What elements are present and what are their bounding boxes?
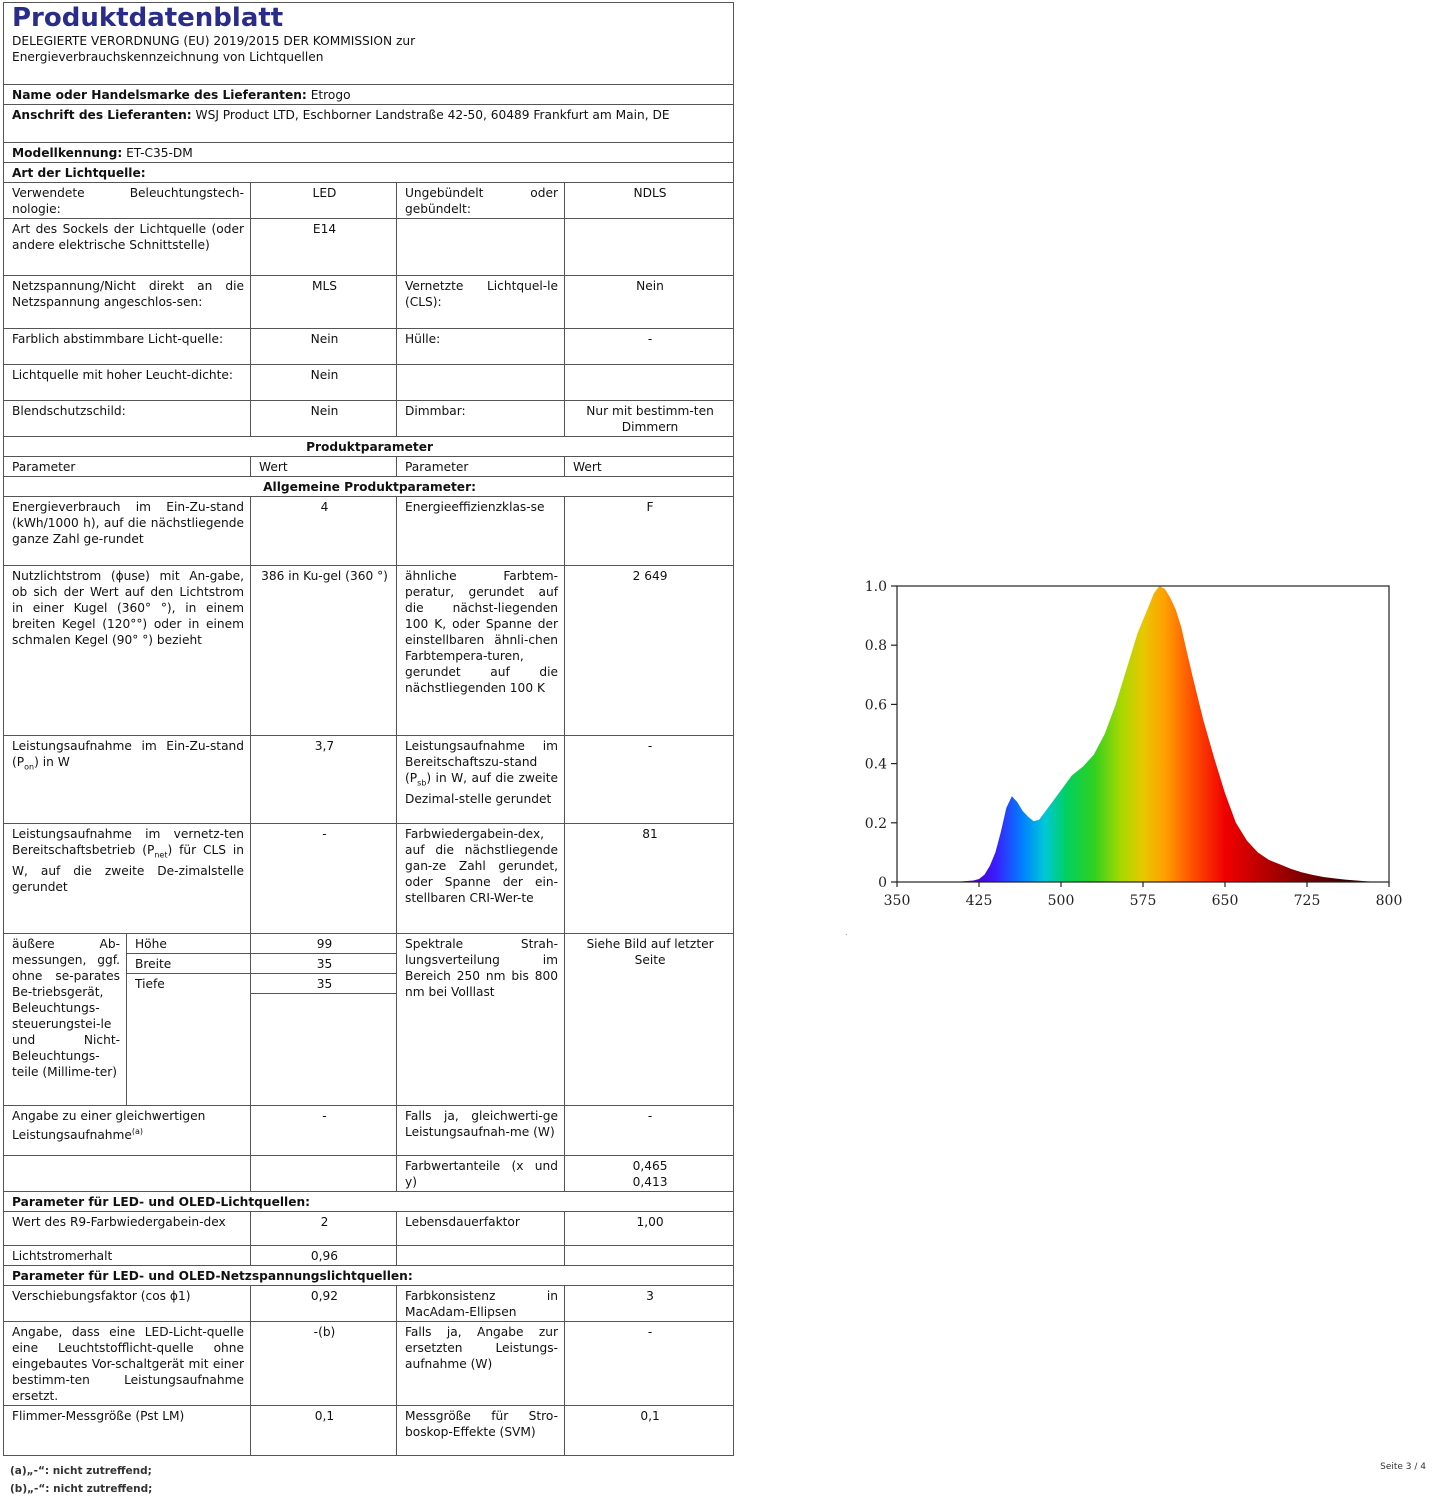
- y-tick-label: 0.6: [864, 697, 887, 714]
- gp-param: Farbwiedergabein-dex, auf die nächstliegende gan-ze Zahl gerundet, oder Spanne der ein-stellbaren CRI-Wer-te: [397, 824, 565, 934]
- lt-value: MLS: [251, 276, 397, 329]
- power-on-sub: on: [24, 762, 35, 772]
- x-tick-label: 425: [965, 893, 993, 909]
- lt-value: NDLS: [565, 183, 734, 219]
- lt-param: Ungebündelt oder gebündelt:: [397, 183, 565, 219]
- led-value: [565, 1246, 734, 1266]
- mains-value: 0,1: [565, 1406, 734, 1456]
- gp-param: Spektrale Strah-lungsverteilung im Bereich 250 nm bis 800 nm bei Volllast: [397, 934, 565, 1106]
- spectrum-area: [897, 586, 1378, 882]
- power-on-unit: ) in W: [34, 755, 70, 769]
- page-title: Produktdatenblatt: [12, 3, 284, 33]
- power-net-text: Leistungsaufnahme im vernetz-ten Bereitschaftsbetrieb (P: [12, 827, 244, 857]
- general-heading: Allgemeine Produktparameter:: [4, 477, 734, 497]
- x-tick-label: 800: [1375, 893, 1403, 909]
- gp-value: F: [565, 497, 734, 566]
- dim-value: 99: [251, 934, 397, 954]
- lt-value: [565, 219, 734, 276]
- page-number: Seite 3 / 4: [1380, 1462, 1426, 1472]
- mains-value: 0,1: [251, 1406, 397, 1456]
- gp-param: Nutzlichtstrom (ɸuse) mit An-gabe, ob sich der Wert auf den Lichtstrom in einer Kugel (360° °), in einem breiten Kegel (120°°) oder in einem schmalen Kegel (90° °) bezieht: [4, 566, 251, 736]
- mains-param: Angabe, dass eine LED-Licht-quelle eine Leuchtstofflicht-quelle ohne eingebautes Vor-schaltgerät mit einer bestimm-ten Leistungsaufnahme ersetzt.: [4, 1322, 251, 1406]
- lt-param: Verwendete Beleuchtungstech-nologie:: [4, 183, 251, 219]
- lt-param: Netzspannung/Nicht direkt an die Netzspannung angeschlos-sen:: [4, 276, 251, 329]
- led-param: Wert des R9-Farbwiedergabein-dex: [4, 1212, 251, 1246]
- gp-value: -: [565, 1106, 734, 1156]
- datasheet-table: [3, 2, 734, 1456]
- dims-label: äußere Ab-messungen, ggf. ohne se-parates Be-triebsgerät, Beleuchtungs-steuerungstei-le und Nicht-Beleuchtungs-teile (Millime-ter): [4, 934, 127, 1106]
- lt-value: Nein: [251, 401, 397, 437]
- gp-param: ähnliche Farbtem-peratur, gerundet auf die nächst-liegenden 100 K, oder Spanne der einstellbaren ähnli-chen Farbtempera-turen, gerundet auf die nächstliegenden 100 K: [397, 566, 565, 736]
- mains-param: Verschiebungsfaktor (cos ɸ1): [4, 1286, 251, 1322]
- gp-value: [565, 1156, 734, 1192]
- chroma-x: 0,465: [632, 1159, 668, 1173]
- x-tick-label: 500: [1047, 893, 1075, 909]
- col-header: Wert: [565, 457, 734, 477]
- mains-value: -: [565, 1322, 734, 1406]
- lt-value: Nein: [251, 365, 397, 401]
- datasheet: [3, 2, 733, 1456]
- gp-param: Farbwertanteile (x und y): [397, 1156, 565, 1192]
- lt-value: -: [565, 329, 734, 365]
- dim-name: Tiefe: [127, 974, 251, 994]
- y-tick-label: 0.2: [864, 815, 887, 832]
- led-param: Lebensdauerfaktor: [397, 1212, 565, 1246]
- lt-value: Nur mit bestimm-ten Dimmern: [565, 401, 734, 437]
- col-header: Parameter: [397, 457, 565, 477]
- regulation-line-1: DELEGIERTE VERORDNUNG (EU) 2019/2015 DER KOMMISSION zur: [12, 34, 416, 48]
- lt-param: [397, 365, 565, 401]
- equiv-sup: (a): [131, 1127, 144, 1136]
- lt-value: Nein: [251, 329, 397, 365]
- gp-value: 4: [251, 497, 397, 566]
- lt-value: LED: [251, 183, 397, 219]
- power-sb-sub: sb: [417, 778, 427, 788]
- mains-value: 3: [565, 1286, 734, 1322]
- product-params-heading: Produktparameter: [4, 437, 734, 457]
- equiv-text: Angabe zu einer gleichwertigen Leistungsaufnahme: [12, 1109, 206, 1143]
- dim-name: Breite: [127, 954, 251, 974]
- lt-param: [397, 219, 565, 276]
- gp-param: [4, 736, 251, 824]
- lt-param: Blendschutzschild:: [4, 401, 251, 437]
- led-value: 1,00: [565, 1212, 734, 1246]
- power-net-unit: ) für CLS in W, auf die zweite De-zimalstelle gerundet: [12, 843, 244, 895]
- model-id: ET-C35-DM: [126, 146, 193, 160]
- dim-value: 35: [251, 974, 397, 994]
- x-tick-label: 650: [1211, 893, 1239, 909]
- y-tick-label: 0.4: [864, 756, 887, 773]
- supplier-name: Etrogo: [310, 88, 351, 102]
- mains-value: 0,92: [251, 1286, 397, 1322]
- lt-param: Art des Sockels der Lichtquelle (oder andere elektrische Schnittstelle): [4, 219, 251, 276]
- stray-mark: .: [845, 928, 848, 937]
- gp-param: [4, 1106, 251, 1156]
- light-type-heading: Art der Lichtquelle:: [4, 163, 734, 183]
- gp-value: 2 649: [565, 566, 734, 736]
- power-sb-text: Leistungsaufnahme im Bereitschaftszu-stand (P: [405, 739, 558, 785]
- empty-cell: [251, 1156, 397, 1192]
- empty-cell: [4, 1156, 251, 1192]
- mains-heading: Parameter für LED- und OLED-Netzspannungslichtquellen:: [4, 1266, 734, 1286]
- y-tick-label: 1.0: [864, 579, 887, 595]
- lt-param: Lichtquelle mit hoher Leucht-dichte:: [4, 365, 251, 401]
- lt-param: Dimmbar:: [397, 401, 565, 437]
- power-on-text: Leistungsaufnahme im Ein-Zu-stand (P: [12, 739, 244, 769]
- spectrum-chart: [845, 570, 1425, 935]
- footnote-a: (a)„-“: nicht zutreffend;: [10, 1465, 152, 1477]
- lt-param: Hülle:: [397, 329, 565, 365]
- lt-value: [565, 365, 734, 401]
- supplier-address-label: Anschrift des Lieferanten:: [12, 108, 192, 122]
- gp-param: [4, 824, 251, 934]
- gp-param: [397, 736, 565, 824]
- lt-value: E14: [251, 219, 397, 276]
- gp-value: 386 in Ku-gel (360 °): [251, 566, 397, 736]
- col-header: Parameter: [4, 457, 251, 477]
- x-tick-label: 350: [883, 893, 911, 909]
- gp-value: 3,7: [251, 736, 397, 824]
- power-sb-unit: ) in W, auf die zweite Dezimal-stelle gerundet: [405, 771, 558, 807]
- y-tick-label: 0.8: [864, 638, 887, 655]
- gp-param: Energieeffizienzklas-se: [397, 497, 565, 566]
- gp-value: -: [251, 1106, 397, 1156]
- gp-param: Falls ja, gleichwerti-ge Leistungsaufnah-me (W): [397, 1106, 565, 1156]
- dim-spacer: [127, 994, 251, 1106]
- gp-value: -: [251, 824, 397, 934]
- mains-value: -(b): [251, 1322, 397, 1406]
- led-heading: Parameter für LED- und OLED-Lichtquellen:: [4, 1192, 734, 1212]
- gp-value: Siehe Bild auf letzter Seite: [565, 934, 734, 1106]
- power-net-sub: net: [154, 850, 168, 860]
- mains-param: Flimmer-Messgröße (Pst LM): [4, 1406, 251, 1456]
- lt-param: Vernetzte Lichtquel-le (CLS):: [397, 276, 565, 329]
- led-value: 0,96: [251, 1246, 397, 1266]
- led-param: Lichtstromerhalt: [4, 1246, 251, 1266]
- dim-spacer: [251, 994, 397, 1106]
- gp-param: Energieverbrauch im Ein-Zu-stand (kWh/1000 h), auf die nächstliegende ganze Zahl ge-rundet: [4, 497, 251, 566]
- x-tick-label: 725: [1293, 893, 1321, 909]
- gp-value: 81: [565, 824, 734, 934]
- led-value: 2: [251, 1212, 397, 1246]
- lt-param: Farblich abstimmbare Licht-quelle:: [4, 329, 251, 365]
- lt-value: Nein: [565, 276, 734, 329]
- mains-param: Falls ja, Angabe zur ersetzten Leistungs-aufnahme (W): [397, 1322, 565, 1406]
- footnote-b: (b)„-“: nicht zutreffend;: [10, 1483, 153, 1495]
- x-tick-label: 575: [1129, 893, 1157, 909]
- mains-param: Farbkonsistenz in MacAdam-Ellipsen: [397, 1286, 565, 1322]
- mains-param: Messgröße für Stro-boskop-Effekte (SVM): [397, 1406, 565, 1456]
- led-param: [397, 1246, 565, 1266]
- dim-name: Höhe: [127, 934, 251, 954]
- gp-value: -: [565, 736, 734, 824]
- dim-value: 35: [251, 954, 397, 974]
- supplier-address: WSJ Product LTD, Eschborner Landstraße 42-50, 60489 Frankfurt am Main, DE: [195, 108, 670, 122]
- col-header: Wert: [251, 457, 397, 477]
- chroma-y: 0,413: [632, 1175, 668, 1189]
- regulation-line-2: Energieverbrauchskennzeichnung von Lichtquellen: [12, 50, 324, 64]
- model-label: Modellkennung:: [12, 146, 123, 160]
- supplier-name-label: Name oder Handelsmarke des Lieferanten:: [12, 88, 307, 102]
- y-tick-label: 0: [878, 875, 887, 891]
